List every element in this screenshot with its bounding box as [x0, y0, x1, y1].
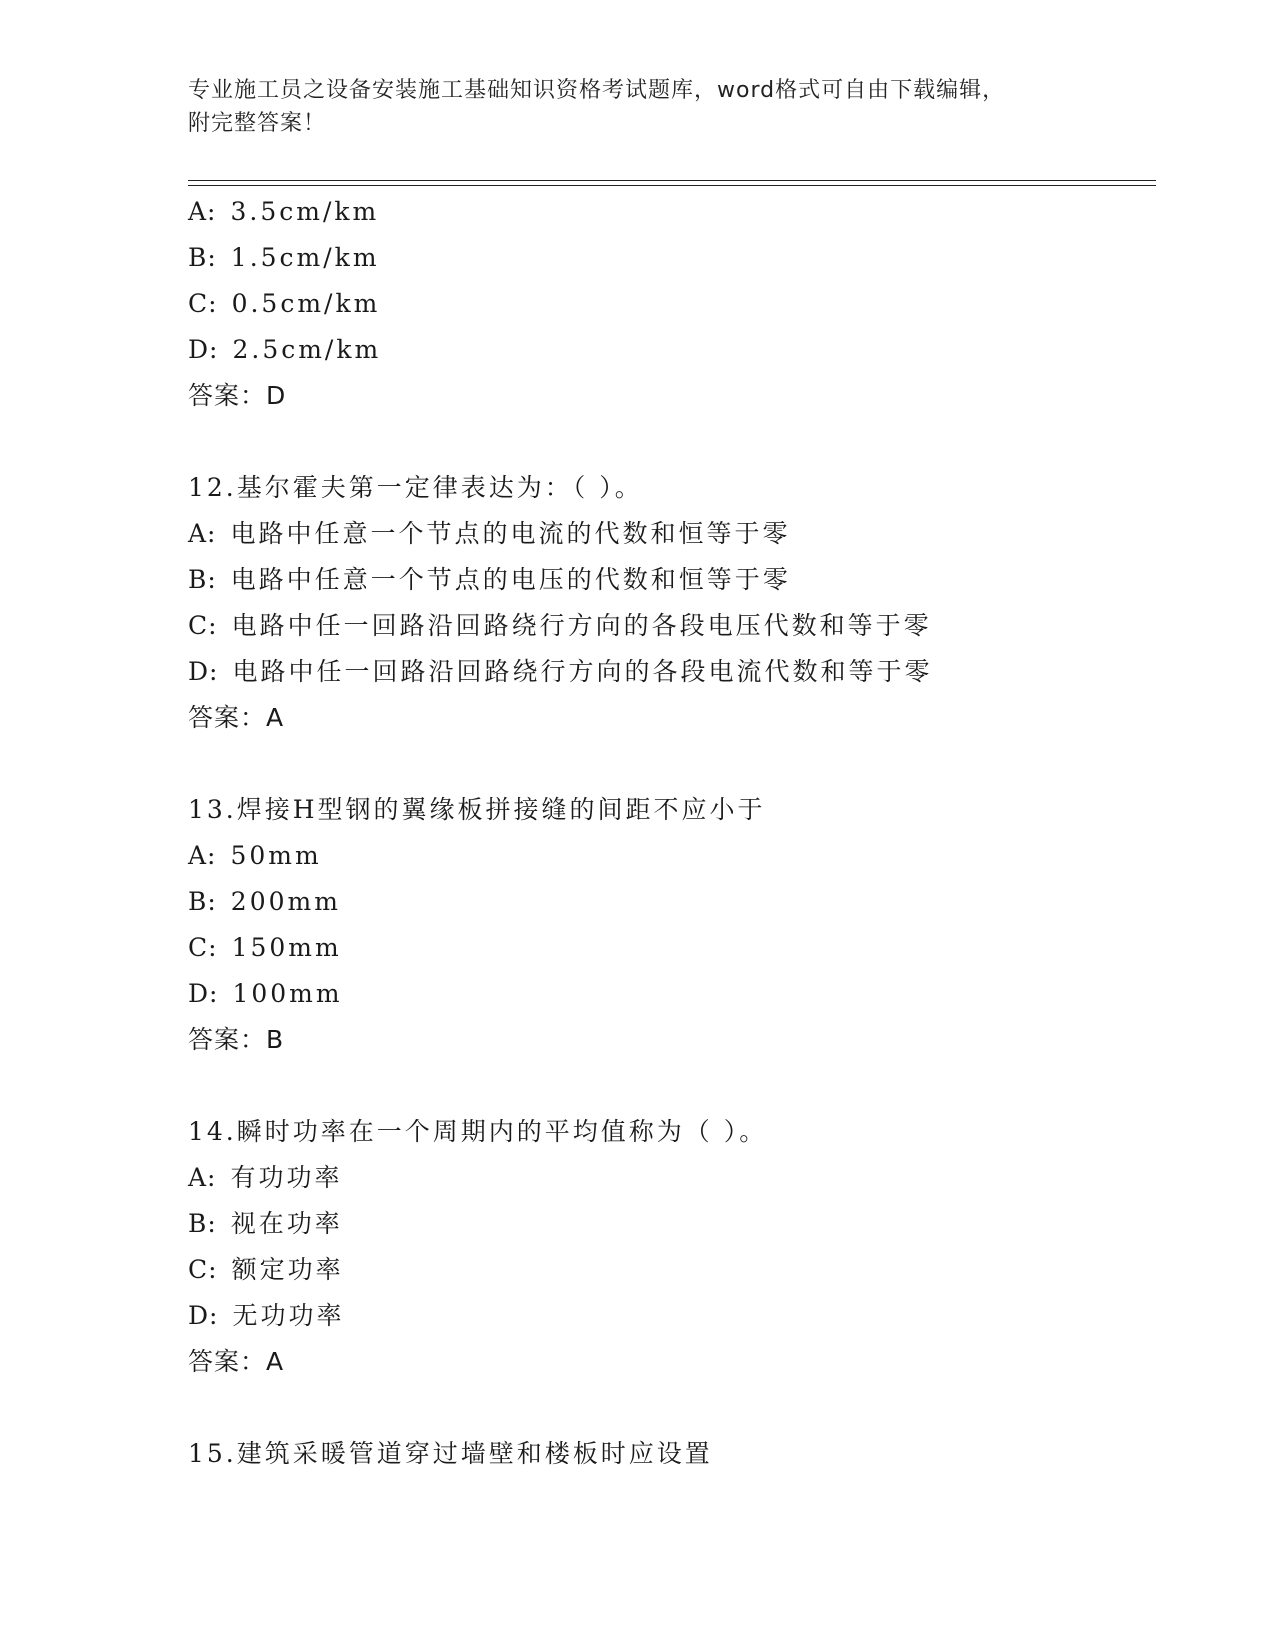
- option-text: 电路中任意一个节点的电流的代数和恒等于零: [230, 519, 791, 548]
- option-b: [188, 557, 1188, 603]
- option-label: C:: [188, 611, 218, 640]
- option-c: [188, 281, 1188, 327]
- option-label: B:: [188, 565, 217, 594]
- option-b: [188, 879, 1188, 925]
- option-label: D:: [188, 979, 219, 1008]
- option-d: [188, 327, 1188, 373]
- option-label: A:: [188, 519, 217, 548]
- option-text: 有功功率: [230, 1163, 343, 1192]
- question-block-11: [188, 189, 1188, 419]
- header-line-1: 专业施工员之设备安装施工基础知识资格考试题库，word格式可自由下载编辑，: [188, 78, 1006, 103]
- answer-line: 答案：A: [188, 703, 285, 732]
- option-text: 额定功率: [231, 1255, 344, 1284]
- header-rule-bottom: [188, 185, 1156, 186]
- option-label: A:: [188, 1163, 217, 1192]
- option-label: D:: [188, 657, 219, 686]
- option-text: 1.5cm/km: [230, 243, 380, 272]
- spacer: [188, 1385, 1188, 1431]
- option-a: [188, 1155, 1188, 1201]
- header-rule-top: [188, 180, 1156, 181]
- option-text: 电路中任一回路沿回路绕行方向的各段电流代数和等于零: [232, 657, 933, 686]
- option-d: [188, 649, 1188, 695]
- spacer: [188, 419, 1188, 465]
- option-c: [188, 925, 1188, 971]
- option-label: C:: [188, 933, 218, 962]
- option-text: 3.5cm/km: [230, 197, 380, 226]
- question-block-13: [188, 787, 1188, 1063]
- option-label: C:: [188, 1255, 218, 1284]
- question-list: [188, 189, 1188, 1477]
- option-label: D:: [188, 1301, 219, 1330]
- option-text: 50mm: [230, 841, 322, 870]
- option-a: [188, 511, 1188, 557]
- option-text: 2.5cm/km: [232, 335, 382, 364]
- option-label: B:: [188, 1209, 217, 1238]
- document-header: [188, 74, 1078, 140]
- option-label: D:: [188, 335, 219, 364]
- spacer: [188, 1063, 1188, 1109]
- option-c: [188, 603, 1188, 649]
- option-text: 视在功率: [230, 1209, 343, 1238]
- answer-line: 答案：A: [188, 1347, 285, 1376]
- option-text: 无功功率: [232, 1301, 345, 1330]
- option-text: 150mm: [231, 933, 342, 962]
- option-a: [188, 833, 1188, 879]
- question-text-15: 15.建筑采暖管道穿过墙壁和楼板时应设置: [188, 1439, 713, 1468]
- header-line-2: 附完整答案！: [188, 111, 327, 136]
- option-text: 0.5cm/km: [231, 289, 381, 318]
- option-label: B:: [188, 887, 217, 916]
- option-label: A:: [188, 841, 217, 870]
- option-text: 100mm: [232, 979, 343, 1008]
- option-text: 电路中任一回路沿回路绕行方向的各段电压代数和等于零: [231, 611, 932, 640]
- answer-line: 答案：B: [188, 1025, 285, 1054]
- spacer: [188, 741, 1188, 787]
- option-b: [188, 235, 1188, 281]
- option-c: [188, 1247, 1188, 1293]
- option-text: 200mm: [230, 887, 341, 916]
- option-d: [188, 1293, 1188, 1339]
- option-label: A:: [188, 197, 217, 226]
- option-label: C:: [188, 289, 218, 318]
- question-text: 14.瞬时功率在一个周期内的平均值称为（ ）。: [188, 1117, 768, 1146]
- question-block-12: [188, 465, 1188, 741]
- answer-line: 答案：D: [188, 381, 287, 410]
- option-text: 电路中任意一个节点的电压的代数和恒等于零: [230, 565, 791, 594]
- question-text: 12.基尔霍夫第一定律表达为：（ ）。: [188, 473, 643, 502]
- question-text: 13.焊接H型钢的翼缘板拼接缝的间距不应小于: [188, 795, 766, 824]
- question-block-14: [188, 1109, 1188, 1385]
- option-label: B:: [188, 243, 217, 272]
- option-b: [188, 1201, 1188, 1247]
- option-a: [188, 189, 1188, 235]
- option-d: [188, 971, 1188, 1017]
